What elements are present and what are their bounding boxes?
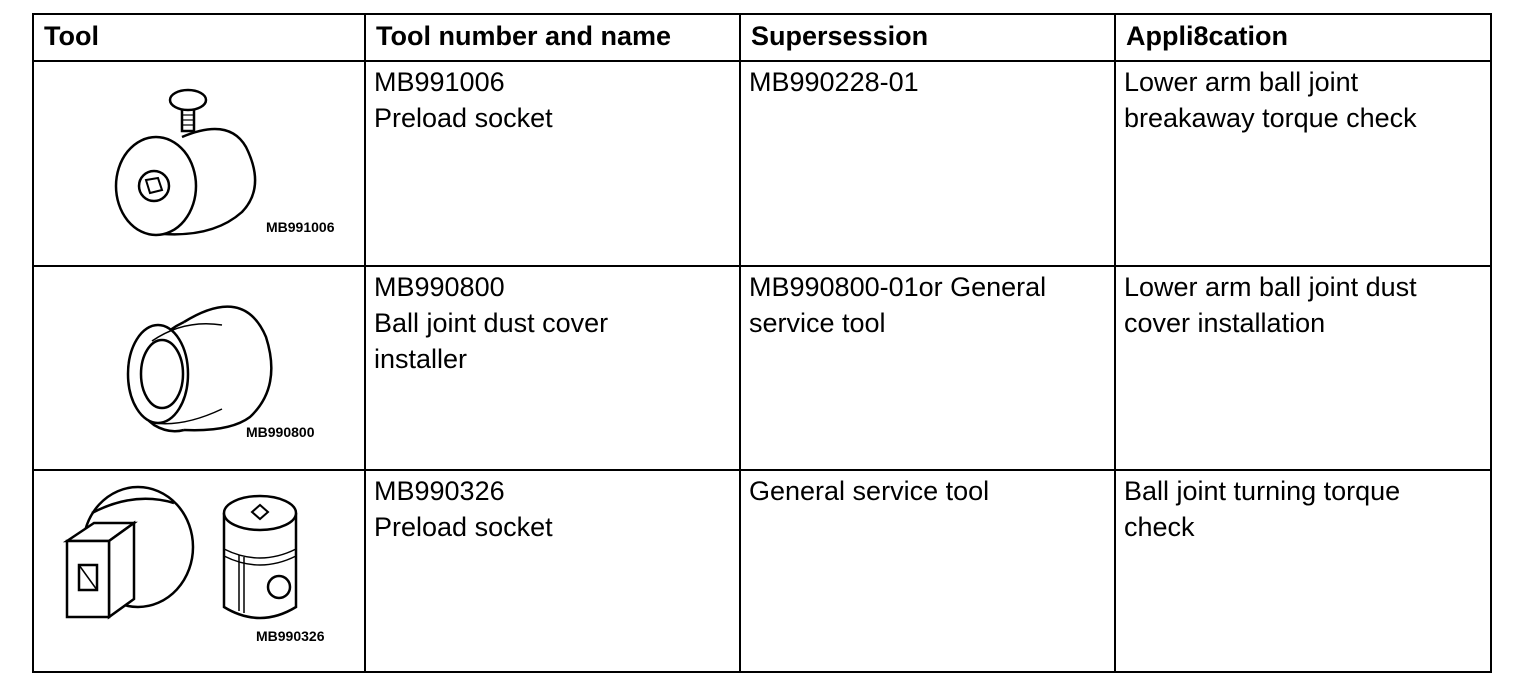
table-row (33, 61, 1491, 266)
special-tools-table (32, 13, 1492, 673)
table-row (33, 470, 1491, 672)
tool-number-name-cell (365, 266, 740, 470)
supersession-cell (740, 470, 1115, 672)
tool-image-cell (33, 470, 365, 672)
tool-number-name-cell (365, 470, 740, 672)
tool-name-line: installer (374, 344, 468, 374)
application-line: breakaway torque check (1124, 103, 1417, 133)
tool-image-label: MB991006 (266, 219, 335, 235)
tool-image-label: MB990326 (256, 628, 325, 644)
tool-image-label: MB990800 (246, 424, 315, 440)
application-line: check (1124, 512, 1195, 542)
tool-number: MB990326 (374, 476, 505, 506)
header-application (1115, 14, 1491, 61)
application-cell (1115, 61, 1491, 266)
tool-name-line: Ball joint dust cover (374, 308, 609, 338)
tool-number: MB991006 (374, 67, 505, 97)
tool-name-line: Preload socket (374, 103, 553, 133)
application-line: Lower arm ball joint (1124, 67, 1359, 97)
application-cell (1115, 266, 1491, 470)
application-line: Lower arm ball joint dust (1124, 272, 1417, 302)
application-line: cover installation (1124, 308, 1326, 338)
tool-image-cell (33, 266, 365, 470)
supersession-line: service tool (749, 308, 886, 338)
table-row (33, 266, 1491, 470)
header-row (33, 14, 1491, 61)
supersession-cell (740, 266, 1115, 470)
supersession-line: MB990800-01or General (749, 272, 1047, 302)
supersession-line: MB990228-01 (749, 67, 919, 97)
tool-name-line: Preload socket (374, 512, 553, 542)
header-tool (33, 14, 365, 61)
supersession-line: General service tool (749, 476, 990, 506)
tool-number-name-cell (365, 61, 740, 266)
supersession-cell (740, 61, 1115, 266)
application-cell (1115, 470, 1491, 672)
header-application-label: Appli8cation (1126, 21, 1289, 51)
dust-cover-installer-icon (34, 267, 366, 469)
header-number-name-label: Tool number and name (376, 21, 672, 51)
header-number-name (365, 14, 740, 61)
tool-number: MB990800 (374, 272, 505, 302)
tool-image-cell (33, 61, 365, 266)
header-supersession (740, 14, 1115, 61)
header-tool-label: Tool (44, 21, 99, 51)
header-supersession-label: Supersession (751, 21, 929, 51)
application-line: Ball joint turning torque (1124, 476, 1401, 506)
